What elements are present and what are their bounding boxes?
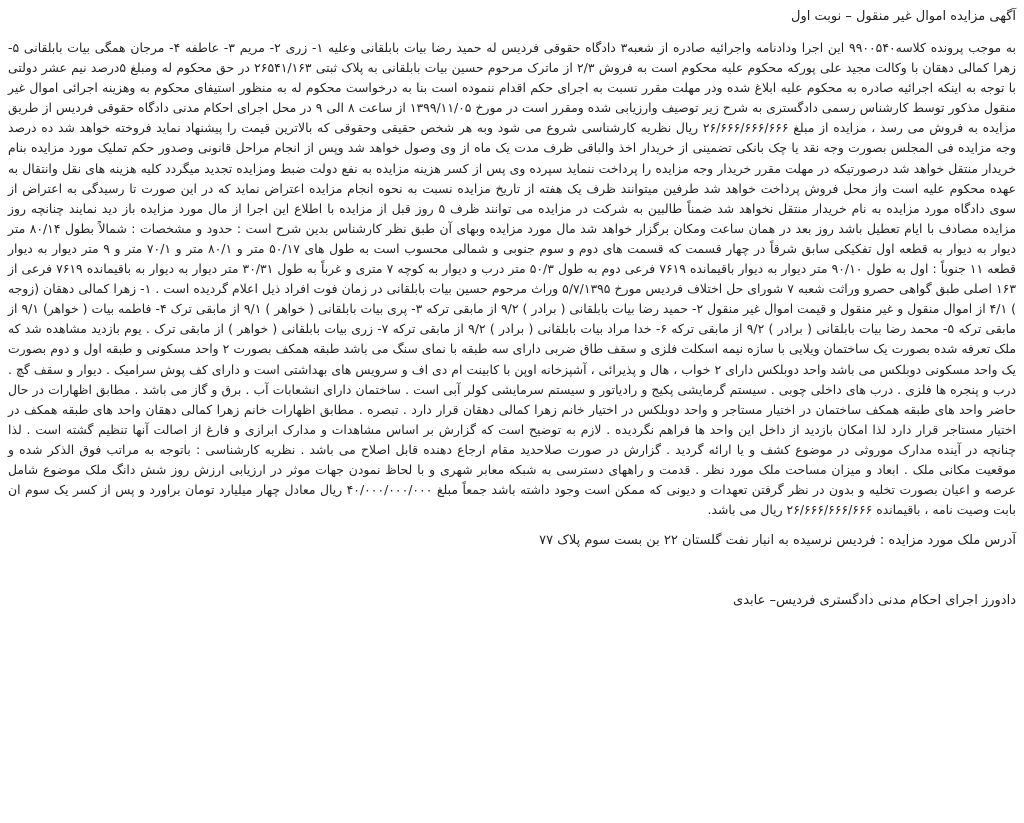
signature-line: دادورز اجرای احکام مدنی دادگستری فردیس– عابدی: [733, 593, 1016, 609]
notice-body: به موجب پرونده کلاسه۹۹۰۰۵۴۰ این اجرا ودادنامه واجرائیه صادره از شعبه۳ دادگاه حقوقی فردیس له حمید رضا بیات بابلقانی وعلیه ۱- زری ۲- مریم ۳- عاطفه ۴- مرجان همگی بیات بابلقانی ۵- زهرا کمالی دهقان با وکالت مجید علی پورکه محکوم علیه محکوم است به فروش ۲/۳ از ماترک مرحوم حسین بیات بابلقانی به پلاک ثبتی ۲۶۵۴۱/۱۶۳ در حق محکوم له ومبلغ ۵درصد نیم عشر دولتی با توجه به اینکه اجرائیه صادره به محکوم علیه ابلاغ شده ودر مهلت مقرر نسبت به اجرای حکم اقدام ننموده است بنا به درخواست محکوم له به منظور استیفای محکوم به وهزینه اجرائی اموال غیر منقول مذکور توسط کارشناس رسمی دادگستری به شرح زیر توصیف وارزیابی شده ومقرر است در مورخ ۱۳۹۹/۱۱/۰۵ از ساعت ۸ الی ۹ در محل اجرای احکام مدنی دادگاه حقوقی فردیس از طریق مزایده به فروش می رسد ، مزایده از مبلغ ۲۶/۶۶۶/۶۶۶/۶۶۶ ریال نظریه کارشناسی شروع می شود وبه هر شخص حقیقی وحقوقی که بالاترین قیمت را پیشنهاد نماید فروخته خواهد شد ده درصد وجه مزایده فی المجلس بصورت وجه نقد یا چک بانکی تضمینی از خریدار اخذ والباقی ظرف مدت یک ماه از وی وصول خواهد شد وپس از انجام مراحل قانونی وصدور حکم تملیک مورد مزایده بنام خریدار منتقل خواهد شد درصورتیکه در مهلت مقرر خریدار وجه مزایده را پرداخت ننماید سپرده وی پس از کسر هزینه مزایده به نفع دولت ضبط ومزایده تجدید میگردد کلیه هزینه های نقل وانتقال به عهده محکوم علیه است واز محل فروش پرداخت خواهد شد طرفین میتوانند ظرف یک هفته از تاریخ مزایده نسبت به نحوه انجام مزایده اعتراض نماید که در این صورت تا رسیدگی به اعتراض از سوی دادگاه مورد مزایده به نام خریدار منتقل نخواهد شد ضمناً طالبین به شرکت در مزایده می توانند ظرف ۵ روز قبل از مزایده با اطلاع این اجرا از مال مورد مزایده باز دید نمایند چنانچه روز مزایده مصادف با ایام تعطیل باشد روز بعد در همان ساعت ومکان برگزار خواهد شد مال مورد مزایده وبهای آن طبق نظر کارشناس بدین شرح است : حدود و مشخصات : شمالاً بطول ۸۰/۱۴ متر دیوار به دیوار به قطعه اول تفکیکی سابق شرقاً در چهار قسمت که قسمت های دوم و سوم جنوبی و شمالی محسوب است به طول های ۵۰/۱۷ متر و ۸۰/۱ متر و ۷۰/۱ متر و ۹ متر دیوار به دیوار قطعه ۱۱ جنوباً : اول به طول ۹۰/۱۰ متر دیوار به دیوار باقیمانده ۷۶۱۹ فرعی دوم به طول ۵۰/۳ متر درب و دیوار به کوچه ۷ متری و غرباً به طول ۳۰/۳۱ متر دیوار به دیوار به باقیمانده ۷۶۱۹ فرعی از ۱۶۳ اصلی طبق گواهی حصرو وراثت شعبه ۷ شورای حل اختلاف فردیس مورخ ۵/۷/۱۳۹۵ وراث مرحوم حسین بیات بابلقانی در زمان فوت افراد ذیل اعلام گردیده است . ۱- زهرا کمالی دهقان (زوجه ) ۴/۱ از اموال منقول و غیر منقول و قیمت اموال غیر منقول ۲- حمید رضا بیات بابلقانی ( برادر ) ۹/۲ از مابقی ترکه ۳- پری بیات بابلقانی ( خواهر ) ۹/۱ از مابقی ترک ۴- فاطمه بیات ( خواهر) ۹/۱ از مابقی ترکه ۵- محمد رضا بیات بابلقانی ( برادر ) ۹/۲ از مابقی ترکه ۶- خدا مراد بیات بابلقانی ( برادر ) ۹/۲ از مابقی ترکه ۷- زری بیات بابلقانی ( خواهر ) از مابقی ترک . یوم بازدید مشاهده شد که ملک تعرفه شده بصورت یک ساختمان ویلایی با سازه نیمه اسکلت فلزی و سقف طاق ضربی دارای سه طبقه با نمای سنگ می باشد طبقه همکف بصورت ۲ واحد مسکونی و طبقه اول و دوم بصورت یک واحد مسکونی دوبلکس می باشد واحد دوبلکس دارای ۲ خواب ، هال و پذیرائی ، آشپزخانه اوپن با کابینت ام دی اف و سرویس های بهداشتی است و دارای کف پوش سرامیک . دیوار و سقف گچ . درب و پنجره ها فلزی . درب های داخلی چوبی . سیستم گرمایشی پکیج و رادیاتور و سیستم سرمایشی کولر آبی است . ساختمان دارای انشعابات آب . برق و گاز می باشد . مطابق اظهارات در حال حاضر واحد های طبقه همکف ساختمان در اختیار مستاجر و واحد دوبلکس در اختیار خانم زهرا کمالی دهقان قرار دارد . تبصره . مطابق اظهارات خانم زهرا کمالی دهقان واحد های طبقه همکف در اختیار مستاجر قرار دارد لذا امکان بازدید از داخل این واحد ها فراهم نگردیده . لازم به توضیح است که گزارش بر اساس مشاهدات و مدارک ابرازی و فارغ از اصالت آنها تنظیم گشته است . لذا چنانچه در آینده مدارک موروثی در موضوع کشف و یا ارائه گردید . گزارش در صورت صلاحدید مقام ارجاع دهنده قابل اصلاح می باشد . نظریه کارشناسی : باتوجه به مراتب فوق الذکر شده و موقعیت مکانی ملک . ابعاد و میزان مساحت ملک مورد نظر . قدمت و راههای دسترسی به شبکه معابر شهری و با لحاظ نمودن جهات موثر در ارزیابی ارزش روز شش دانگ ملک موضوع شامل عرصه و اعیان بصورت تخلیه و بدون در نظر گرفتن تعهدات و دیونی که ممکن است وجود داشته باشد جمعاً مبلغ ۴۰/۰۰۰/۰۰۰/۰۰۰ ریال معادل چهار میلیارد تومان براورد و پس از کسر یک سوم ان بابت وصیت نامه ، باقیمانده ۲۶/۶۶۶/۶۶۶/۶۶۶ ریال می باشد.: [8, 40, 1016, 518]
notice-title: آگهی مزایده اموال غیر منقول – نوبت اول: [791, 9, 1016, 24]
property-address: آدرس ملک مورد مزایده : فردیس نرسیده به انبار نفت گلستان ۲۲ بن بست سوم پلاک ۷۷: [539, 533, 1016, 549]
auction-notice: [8, 8, 1016, 610]
